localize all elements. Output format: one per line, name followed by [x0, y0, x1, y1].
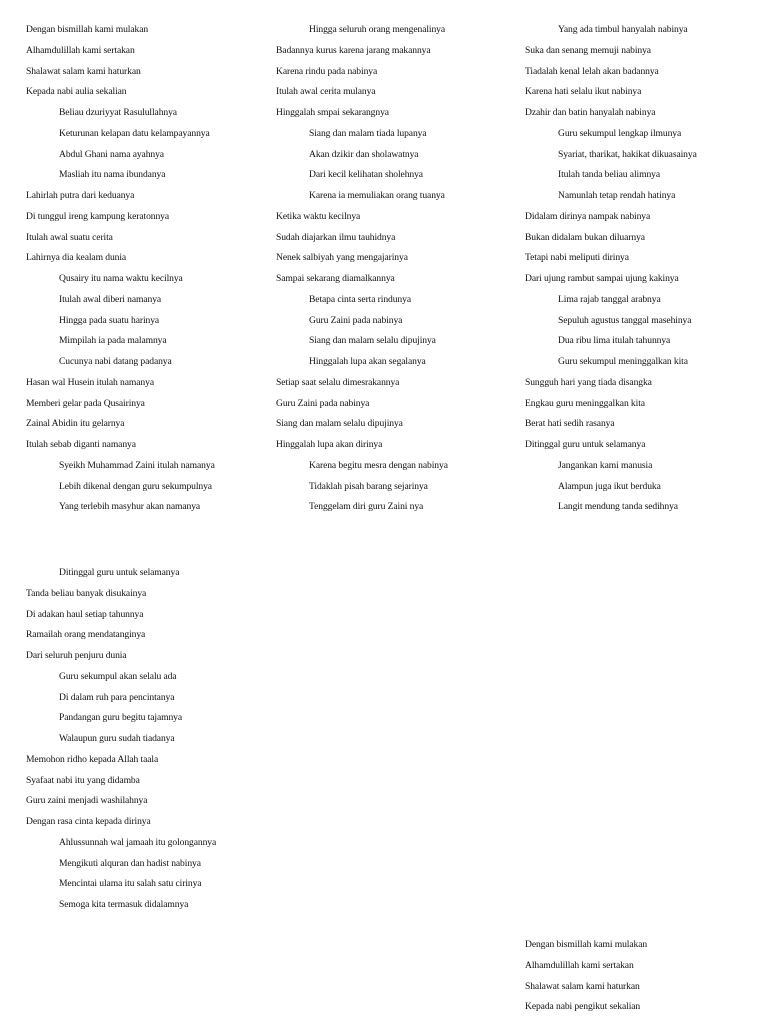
poem-line: Yang ada timbul hanyalah nabinya	[558, 24, 688, 35]
poem-line: Semoga kita termasuk didalamnya	[59, 899, 189, 910]
poem-line: Jangankan kami manusia	[558, 459, 653, 471]
poem-line: Syeikh Muhammad Zaini itulah namanya	[59, 459, 215, 471]
poem-line: Pandangan guru begitu tajamnya	[59, 712, 183, 724]
poem-line: Di dalam ruh para pencintanya	[59, 691, 175, 703]
poem-line: Kepada nabi aulia sekalian	[26, 86, 127, 98]
poem-line: Syafaat nabi itu yang didamba	[26, 774, 140, 786]
poem-line: Lahirnya dia kealam dunia	[26, 252, 127, 264]
poem-line: Ramailah orang mendatanginya	[26, 629, 146, 641]
poem-line: Abdul Ghani nama ayahnya	[59, 148, 164, 160]
poem-line: Hinggalah smpai sekarangnya	[276, 107, 389, 118]
poem-line: Siang dan malam selalu dipujinya	[276, 418, 403, 430]
poem-line: Sudah diajarkan ilmu tauhidnya	[276, 231, 396, 243]
poem-line: Hasan wal Husein itulah namanya	[26, 376, 154, 388]
poem-line: Beliau dzuriyyat Rasulullahnya	[59, 107, 177, 118]
poem-line: Cucunya nabi datang padanya	[59, 356, 172, 367]
poem-line: Dengan bismillah kami mulakan	[525, 939, 648, 950]
poem-line: Sungguh hari yang tiada disangka	[525, 376, 652, 388]
poem-line: Bukan didalam bukan diluarnya	[525, 231, 645, 243]
poem-line: Dengan bismillah kami mulakan	[26, 24, 149, 35]
poem-column-3	[525, 20, 765, 518]
poem-line: Ahlussunnah wal jamaah itu golongannya	[59, 836, 217, 848]
poem-column-1	[26, 20, 266, 518]
poem-line: Karena begitu mesra dengan nabinya	[309, 459, 448, 471]
poem-line: Sepuluh agustus tanggal masehinya	[558, 314, 692, 326]
poem-line: Mengikuti alquran dan hadist nabinya	[59, 857, 201, 869]
poem-line: Alhamdulillah kami sertakan	[525, 959, 634, 971]
poem-line: Karena hati selalu ikut nabinya	[525, 86, 642, 98]
poem-line: Karena ia memuliakan orang tuanya	[309, 190, 445, 201]
poem-line: Hingga pada suatu harinya	[59, 314, 160, 326]
poem-line: Shalawat salam kami haturkan	[525, 980, 640, 992]
poem-line: Guru Zaini pada nabinya	[276, 397, 370, 409]
poem-line: Ditinggal guru untuk selamanya	[59, 567, 180, 578]
poem-line: Guru sekumpul meninggalkan kita	[558, 356, 688, 367]
poem-line: Tetapi nabi meliputi dirinya	[525, 252, 629, 264]
poem-line: Dzahir dan batin hanyalah nabinya	[525, 107, 656, 118]
poem-line: Dari ujung rambut sampai ujung kakinya	[525, 273, 679, 284]
poem-line: Engkau guru meninggalkan kita	[525, 397, 645, 409]
poem-line: Dengan rasa cinta kepada dirinya	[26, 816, 151, 827]
poem-line: Guru zaini menjadi washilahnya	[26, 795, 148, 807]
poem-line: Nenek salbiyah yang mengajarinya	[276, 252, 408, 264]
poem-line: Sampai sekarang diamalkannya	[276, 273, 395, 284]
poem-line: Masliah itu nama ibundanya	[59, 169, 166, 181]
poem-line: Guru sekumpul akan selalu ada	[59, 670, 177, 682]
poem-line: Dari kecil kelihatan sholehnya	[309, 169, 423, 181]
poem-line: Guru sekumpul lengkap ilmunya	[558, 127, 682, 139]
poem-line: Karena rindu pada nabinya	[276, 65, 378, 77]
poem-line: Keturunan kelapan datu kelampayannya	[59, 127, 210, 139]
poem-line: Memberi gelar pada Qusairinya	[26, 397, 145, 409]
poem-line: Itulah awal diberi namanya	[59, 293, 162, 305]
poem-line: Berat hati sedih rasanya	[525, 418, 615, 430]
poem-line: Hinggalah lupa akan segalanya	[309, 356, 426, 367]
poem-line: Itulah sebab diganti namanya	[26, 439, 136, 450]
poem-line: Dari seluruh penjuru dunia	[26, 650, 127, 661]
poem-line: Guru Zaini pada nabinya	[309, 314, 403, 326]
poem-line: Itulah tanda beliau alimnya	[558, 169, 660, 181]
poem-column-4	[26, 563, 266, 916]
poem-line: Zainal Abidin itu gelarnya	[26, 418, 125, 430]
poem-line: Akan dzikir dan sholawatnya	[309, 148, 419, 160]
poem-line: Badannya kurus karena jarang makannya	[276, 44, 431, 56]
poem-line: Qusairy itu nama waktu kecilnya	[59, 273, 183, 284]
poem-line: Tiadalah kenal lelah akan badannya	[525, 65, 659, 77]
poem-line: Kepada nabi pengikut sekalian	[525, 1001, 641, 1013]
poem-line: Walaupun guru sudah tiadanya	[59, 733, 175, 744]
poem-line: Mimpilah ia pada malamnya	[59, 335, 167, 347]
poem-column-5	[525, 935, 765, 1018]
poem-line: Setiap saat selalu dimesrakannya	[276, 376, 400, 388]
poem-line: Betapa cinta serta rindunya	[309, 293, 411, 305]
poem-line: Langit mendung tanda sedihnya	[558, 501, 678, 513]
poem-line: Dua ribu lima itulah tahunnya	[558, 335, 671, 347]
poem-line: Tenggelam diri guru Zaini nya	[309, 501, 424, 513]
poem-column-2	[276, 20, 516, 518]
poem-line: Hinggalah lupa akan dirinya	[276, 439, 383, 450]
poem-line: Alampun juga ikut berduka	[558, 480, 661, 492]
poem-line: Mencintai ulama itu salah satu cirinya	[59, 878, 202, 890]
poem-line: Itulah awal suatu cerita	[26, 231, 113, 243]
poem-line: Di adakan haul setiap tahunnya	[26, 608, 144, 620]
poem-line: Suka dan senang memuji nabinya	[525, 44, 651, 56]
poem-line: Tidaklah pisah barang sejarinya	[309, 480, 428, 492]
poem-line: Lebih dikenal dengan guru sekumpulnya	[59, 480, 212, 492]
poem-line: Itulah awal cerita mulanya	[276, 86, 376, 98]
poem-line: Didalam dirinya nampak nabinya	[525, 210, 651, 222]
poem-line: Lahirlah putra dari keduanya	[26, 190, 135, 201]
poem-line: Ditinggal guru untuk selamanya	[525, 439, 646, 450]
poem-line: Lima rajab tanggal arabnya	[558, 293, 661, 305]
poem-line: Siang dan malam tiada lupanya	[309, 127, 427, 139]
poem-line: Siang dan malam selalu dipujinya	[309, 335, 436, 347]
poem-line: Alhamdulillah kami sertakan	[26, 44, 135, 56]
poem-line: Tanda beliau banyak disukainya	[26, 587, 147, 599]
poem-line: Namunlah tetap rendah hatinya	[558, 190, 676, 201]
poem-line: Memohon ridho kepada Allah taala	[26, 753, 159, 765]
poem-line: Yang terlebih masyhur akan namanya	[59, 501, 201, 513]
poem-line: Hingga seluruh orang mengenalinya	[309, 24, 446, 35]
poem-line: Syariat, tharikat, hakikat dikuasainya	[558, 148, 697, 160]
poem-line: Ketika waktu kecilnya	[276, 210, 361, 222]
poem-line: Di tunggul ireng kampung keratonnya	[26, 210, 170, 222]
poem-line: Shalawat salam kami haturkan	[26, 65, 141, 77]
